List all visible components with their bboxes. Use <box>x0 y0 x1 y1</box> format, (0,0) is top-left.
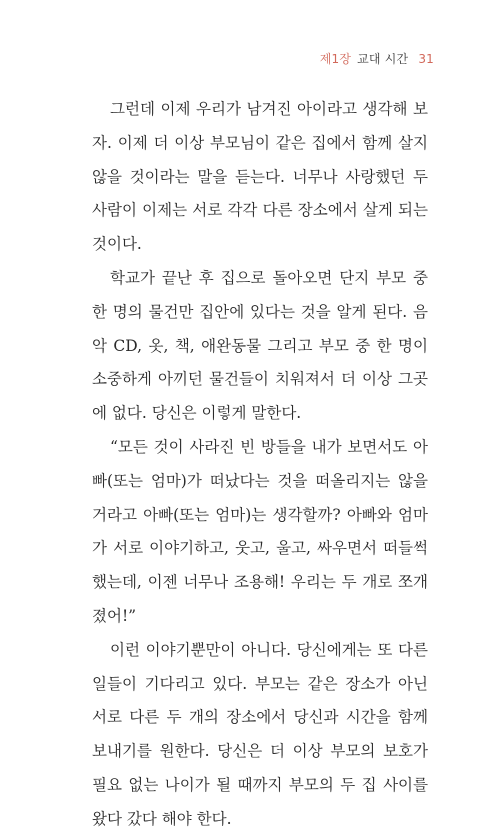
paragraph-1: 그런데 이제 우리가 남겨진 아이라고 생각해 보자. 이제 더 이상 부모님이 같은 집에서 함께 살지 않을 것이라는 말을 듣는다. 너무나 사랑했던 두 사람이 이제는 서로 각각 다른 장소에서 살게 되는 것이다. <box>92 100 428 254</box>
header-chapter-label: 제1장 <box>319 52 352 66</box>
paragraph-3-quote: “모든 것이 사라진 빈 방들을 내가 보면서도 아빠(또는 엄마)가 떠났다는 것을 떠올리지는 않을 거라고 아빠(또는 엄마)는 생각할까? 아빠와 엄마가 서로 이야기하고, 웃고, 울고, 싸우면서 떠들썩했는데, 이젠 너무나 조용해! 우리는 두 개로 쪼개졌어!” <box>92 437 428 625</box>
header-chapter-title: 교대 시간 <box>357 52 409 66</box>
paragraph-4: 이런 이야기뿐만이 아니다. 당신에게는 또 다른 일들이 기다리고 있다. 부모는 같은 장소가 아닌 서로 다른 두 개의 장소에서 당신과 시간을 함께 보내기를 원한다. 당신은 더 이상 부모의 보호가 필요 없는 나이가 될 때까지 부모의 두 집 사이를 왔다 갔다 해야 한다. <box>92 640 428 828</box>
running-header <box>320 50 434 67</box>
page-number: 31 <box>418 52 434 66</box>
paragraph-2: 학교가 끝난 후 집으로 돌아오면 단지 부모 중 한 명의 물건만 집안에 있다는 것을 알게 된다. 음악 CD, 옷, 책, 애완동물 그리고 부모 중 한 명이 소중하게 아끼던 물건들이 치워져서 더 이상 그곳에 없다. 당신은 이렇게 말한다. <box>92 268 428 423</box>
body-text <box>92 93 428 837</box>
